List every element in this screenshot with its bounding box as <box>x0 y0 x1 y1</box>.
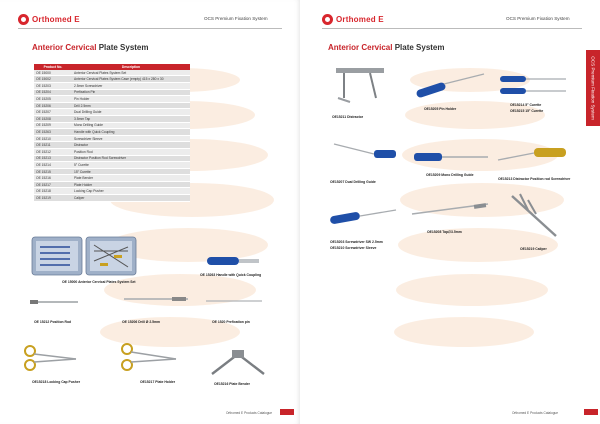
table-row <box>34 188 190 195</box>
brand-logo-mark <box>18 14 29 25</box>
table-row <box>34 122 190 129</box>
caption-curette-5: OE15214 5° Curette <box>510 103 542 107</box>
header-system-name: OCS Premium Fixation System <box>204 16 268 21</box>
product-number-cell: OE 15002 <box>34 76 72 83</box>
product-description-cell: Drill 2.5mm <box>72 102 190 109</box>
caption-mono-guide: OE15209 Mono Drilling Guide <box>426 173 474 177</box>
product-number-cell: OE 15263 <box>34 129 72 136</box>
product-description-cell: Caliper <box>72 195 190 202</box>
header-product-no: Product No. <box>34 64 72 70</box>
prefixation-pin-image <box>204 296 264 306</box>
product-number-cell: OE 15213 <box>34 155 72 162</box>
product-description-cell: Dual Drilling Guide <box>72 109 190 116</box>
caption-rod: OE 15212 Position Rod <box>34 320 72 324</box>
table-row <box>34 168 190 175</box>
product-number-cell: OE 15000 <box>34 70 72 76</box>
caption-screwdriver: OE15203 Screwdriver SW 2.5mm <box>330 240 383 244</box>
table-row <box>34 109 190 116</box>
table-row <box>34 129 190 136</box>
product-description-cell: 3.5mm Tap <box>72 115 190 122</box>
caption-bender: OE15216 Plate Bender <box>214 382 250 386</box>
product-number-cell: OE 15205 <box>34 96 72 103</box>
header-description: Description <box>72 64 190 70</box>
product-description-cell: Distractor Position Rod Screwdriver <box>72 155 190 162</box>
table-row <box>34 142 190 149</box>
caption-rod-screwdriver: OE15213 Distractor Position rod Screwdriver <box>498 177 571 181</box>
product-number-cell: OE 15209 <box>34 122 72 129</box>
dual-drilling-guide-image <box>330 140 400 174</box>
page-title-accent-right: Anterior Cervical <box>328 43 393 52</box>
plate-holder-image <box>118 341 180 375</box>
product-description-cell: Distractor <box>72 142 190 149</box>
table-row <box>34 115 190 122</box>
brand-logo-right <box>322 14 384 25</box>
footer-accent-bar <box>280 409 294 415</box>
brand-logo-mark-right <box>322 14 333 25</box>
right-page <box>300 0 600 424</box>
caption-pin-holder: OE15205 Pin Holder <box>424 107 457 111</box>
caption-tap: OE15208 Tap∅3.5mm <box>427 230 462 234</box>
plate-bender-image <box>208 344 268 380</box>
caption-caliper: OE15219 Caliper <box>520 247 547 251</box>
product-description-cell: Prefixation Pin <box>72 89 190 96</box>
product-description-cell: Handle with Quick Coupling <box>72 129 190 136</box>
caliper-image <box>506 190 566 242</box>
screwdriver-image <box>328 206 398 230</box>
section-side-tab <box>586 50 600 126</box>
page-title-right <box>328 43 445 52</box>
caption-pusher: OE15218 Locking Cap Pusher <box>32 380 81 384</box>
caption-holder: OE15217 Plate Holder <box>140 380 176 384</box>
page-title <box>32 43 149 52</box>
product-description-cell: Locking Cap Pusher <box>72 188 190 195</box>
product-description-cell: 2.5mm Screwdriver <box>72 82 190 89</box>
table-row <box>34 162 190 169</box>
curettes-image <box>498 70 570 100</box>
brand-logo <box>18 14 80 25</box>
position-rod-image <box>28 297 80 307</box>
product-number-cell: OE 15211 <box>34 142 72 149</box>
table-row <box>34 155 190 162</box>
tap-image <box>408 200 492 220</box>
table-row <box>34 175 190 182</box>
mono-drilling-guide-image <box>410 143 490 169</box>
brand-name-right: Orthomed E <box>336 15 384 24</box>
header-divider-right <box>322 28 582 29</box>
footer-text-right: Orthomed E Products Catalogue <box>512 411 559 415</box>
caption-set: OE 15000 Anterior Cervical Plates System Set <box>62 280 136 284</box>
brand-name: Orthomed E <box>32 15 80 24</box>
caption-handle: OE 15263 Handle with Quick Coupling <box>200 273 262 277</box>
header-system-name-right: OCS Premium Fixation System <box>506 16 570 21</box>
page-title-rest: Plate System <box>96 43 149 52</box>
product-number-cell: OE 15204 <box>34 89 72 96</box>
caption-drill: OE 15206 Drill Ø 2.5mm <box>122 320 161 324</box>
product-number-cell: OE 15216 <box>34 175 72 182</box>
page-title-accent: Anterior Cervical <box>32 43 97 52</box>
product-number-cell: OE 15212 <box>34 148 72 155</box>
product-number-cell: OE 15210 <box>34 135 72 142</box>
table-row <box>34 82 190 89</box>
product-number-cell: OE 15203 <box>34 82 72 89</box>
product-table <box>34 64 190 202</box>
product-description-cell: Pin Holder <box>72 96 190 103</box>
drill-image <box>122 294 190 304</box>
table-row <box>34 76 190 83</box>
table-row <box>34 102 190 109</box>
table-row <box>34 96 190 103</box>
product-number-cell: OE 15219 <box>34 195 72 202</box>
product-number-cell: OE 15208 <box>34 115 72 122</box>
product-description-cell: 15° Curette <box>72 168 190 175</box>
product-number-cell: OE 15214 <box>34 162 72 169</box>
footer-accent-bar-right <box>584 409 598 415</box>
table-row <box>34 89 190 96</box>
distractor-image <box>330 62 390 106</box>
product-description-cell: Anterior Cervical Plates System Set <box>72 70 190 76</box>
table-row <box>34 148 190 155</box>
caption-distractor: OE15211 Distractor <box>332 115 364 119</box>
product-number-cell: OE 15206 <box>34 102 72 109</box>
product-description-cell: Screwdriver Sleeve <box>72 135 190 142</box>
product-description-cell: Plate Bender <box>72 175 190 182</box>
caption-curette-15: OE15215 15° Curette <box>510 109 544 113</box>
handle-quick-coupling-image <box>205 252 265 270</box>
footer-text: Orthomed E Products Catalogue <box>226 411 273 415</box>
pin-holder-image <box>408 72 488 100</box>
table-row <box>34 135 190 142</box>
caption-pin: OE 1520 Prefixation pin <box>212 320 250 324</box>
header-divider <box>18 28 282 29</box>
product-description-cell: Anterior Cervical Plates System Case (empty) 415 x 280 x 30 <box>72 76 190 83</box>
section-side-tab-label: OCS Premium Fixation System <box>590 56 596 120</box>
table-row <box>34 181 190 188</box>
plates-system-set-image <box>30 233 140 279</box>
locking-cap-pusher-image <box>22 343 80 375</box>
product-description-cell: Position Rod <box>72 148 190 155</box>
caption-sleeve: OE15210 Screwdriver Sleeve <box>330 246 377 250</box>
table-row <box>34 195 190 202</box>
product-number-cell: OE 15218 <box>34 188 72 195</box>
product-number-cell: OE 15207 <box>34 109 72 116</box>
product-description-cell: Plate Holder <box>72 181 190 188</box>
page-title-rest-right: Plate System <box>392 43 445 52</box>
rod-screwdriver-image <box>494 140 574 170</box>
product-number-cell: OE 15217 <box>34 181 72 188</box>
product-description-cell: 5° Curette <box>72 162 190 169</box>
caption-dual-guide: OE15207 Dual Drilling Guide <box>330 180 376 184</box>
product-table-body <box>34 70 190 201</box>
product-number-cell: OE 15215 <box>34 168 72 175</box>
product-description-cell: Mono Drilling Guide <box>72 122 190 129</box>
